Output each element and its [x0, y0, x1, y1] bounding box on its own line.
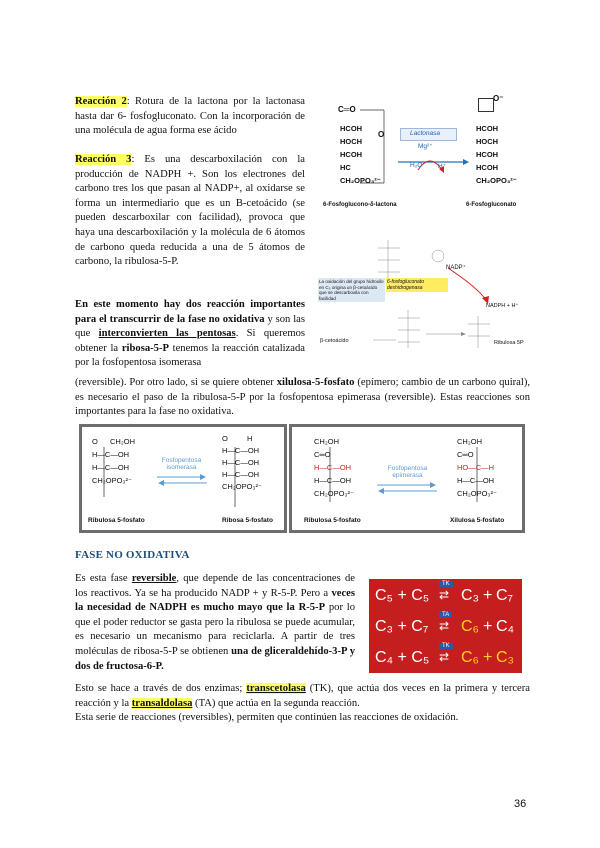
epimerasa-right-row: CH₂OPO₃²⁻: [457, 489, 497, 498]
tk-row-product-2: C₄: [496, 618, 515, 635]
lactona-row: CH₂OPO₃²⁻: [340, 176, 381, 185]
reaccion-2-label: Reacción 2: [75, 96, 127, 107]
lactona-row: HC: [340, 163, 351, 172]
isomerasa-right-row: CH₂OPO₃²⁻: [222, 482, 262, 491]
gluconato-row: HOCH: [476, 137, 499, 146]
isomerasa-right-row: H: [247, 434, 253, 443]
tk-ta-table: [369, 579, 522, 673]
figure-deshidrogenasa: [318, 228, 533, 360]
isomerasa-left-row: CH₂OH: [110, 437, 135, 446]
gluconato-row: HCOH: [476, 150, 499, 159]
proton-label: H⁺: [438, 163, 447, 170]
nonox-reversible: reversible: [131, 573, 177, 584]
isomerasa-right-row: O: [222, 434, 228, 443]
plus-sign: +: [483, 618, 493, 635]
tk-badge: TK: [439, 581, 453, 587]
tk-row-product-1: C₆: [461, 649, 480, 666]
epimerasa-left-row: CH₂OPO₃²⁻: [314, 489, 354, 498]
deshidrogenasa-enzyme: 6-fosfogluconato deshidrogenasa: [386, 278, 448, 292]
gluconato-row: HCOH: [476, 163, 499, 172]
ribulosa-5p-label: Ribulosa 5P: [494, 340, 524, 346]
nonox-text-1: Es esta fase: [75, 573, 132, 584]
gluconato-carboxylate: O⁻: [493, 94, 504, 103]
epimerasa-right-row: CH₂OH: [457, 437, 482, 446]
ring-oxygen: O: [378, 130, 385, 139]
nonox-transcetolasa: transcetolasa: [246, 683, 306, 694]
isomerasa-right-row: H—C—OH: [222, 470, 260, 479]
tk-row-lhs: C₃ + C₇: [375, 618, 429, 635]
epimerasa-right-row-chiral: HO—C—H: [457, 463, 495, 472]
epimerasa-left-row-chiral: H—C—OH: [314, 463, 352, 472]
tk-badge: TK: [439, 643, 453, 649]
epimerasa-label-right: Xilulosa 5-fosfato: [450, 517, 505, 524]
isomerasa-right-rows: [222, 433, 262, 493]
nonox-text-6: (TA) que actúa en la segunda reacción.: [192, 697, 360, 709]
epimerasa-right-row: H—C—OH: [457, 476, 495, 485]
lactona-carbonyl: C═O: [338, 105, 356, 114]
label-lactona: 6-Fosfoglucono-δ-lactona: [323, 202, 397, 208]
gluconato-rows: [476, 122, 517, 187]
gluconato-row: CH₂OPO₃²⁻: [476, 176, 517, 185]
isomerasa-enzyme: Fosfopentosa isomerasa: [161, 457, 202, 471]
isomerasa-left-row: O: [92, 437, 98, 446]
moment-text-1: y son las que: [75, 313, 306, 340]
epimerasa-left-rows: [314, 435, 354, 500]
reversible-arrow: ⇄: [439, 619, 450, 633]
plus-sign: +: [483, 649, 493, 666]
moment-xilulosa: xilulosa-5-fosfato: [276, 377, 355, 388]
nonox-transaldolasa: transaldolasa: [131, 697, 193, 709]
isomerasa-left-row: H—C—OH: [92, 450, 130, 459]
isomerasa-label-left: Ribulosa 5-fosfato: [88, 517, 145, 524]
panel-epimerasa: [289, 424, 525, 533]
nonox-text-4: Esto se hace a través de dos enzimas;: [75, 683, 247, 694]
figure-lactonasa: [318, 90, 533, 215]
epimerasa-left-row: C═O: [314, 450, 331, 459]
panel-isomerasa: [79, 424, 287, 533]
betaceto-note: La oxidación del grupo hidroxilo en C₃ origina un β-cetoácido que se descarboxila con facilidad: [319, 279, 384, 301]
paragraph-enzimas: [75, 682, 530, 711]
nonox-text-2: , que depende de las concentraciones de los reactivos. Ya se ha producido NADP + y R-5-P. Pero a: [75, 573, 355, 599]
epimerasa-enzyme: Fosfopentosa epimerasa: [387, 465, 428, 479]
lactonasa-enzyme: Lactonasa: [410, 130, 440, 137]
nonox-text-3: por lo que el poder reductor se gasta pero la ribulosa se puede acumular, es necesario un mecanismo para reciclarla. A partir de tres moléculas de ribosa-5-P se obtienen: [75, 602, 355, 657]
reaccion-3-text: : Es una descarboxilación con la producción de NADPH +. Son los electrones del carbono tres los que pasan al NADP+, al oxidarse se forma un intermediario que es un B-cetoácido (se pueden descarboxilar con facilidad), provoca que haya una descarboxilación y la molécula de 6 átomos de carbono queda reducida a una de 5 átomos de carbono, la ribulosa-5-P.: [75, 154, 305, 268]
moment-bold: En este momento hay dos reacción importantes para el transcurrir de la fase no oxidativa: [75, 299, 305, 325]
nadp-label: NADP⁺: [446, 265, 466, 271]
tk-row-2: [369, 614, 522, 640]
epimerasa-right-row: C═O: [457, 450, 474, 459]
gluconato-row: HCOH: [476, 124, 499, 133]
ta-badge: TA: [439, 612, 452, 618]
tk-row-product-1: C₃: [461, 587, 480, 604]
epimerasa-right-rows: [457, 435, 497, 500]
moment-text-4: (reversible). Por otro lado, si se quiere obtener: [75, 377, 277, 388]
isomerasa-left-row: CH₂OPO₃²⁻: [92, 476, 132, 485]
plus-sign: +: [483, 587, 493, 604]
paragraph-reaccion-2: [75, 95, 305, 139]
tk-row-product-2: C₇: [496, 587, 514, 604]
isomerasa-right-row: H—C—OH: [222, 458, 260, 467]
reaccion-3-label: Reacción 3: [75, 154, 132, 165]
reversible-arrow: ⇄: [439, 650, 450, 664]
reaccion-2-text: : Rotura de la lactona por la lactonasa hasta dar 6- fosfogluconato. Con la incorporación de una molécula de agua forma ese ácido: [75, 96, 305, 137]
lactona-row: HCOH: [340, 150, 363, 159]
tk-row-3: [369, 645, 522, 671]
epimerasa-label-left: Ribulosa 5-fosfato: [304, 517, 361, 524]
moment-text-5: (epímero; cambio de un carbono quiral), es necesario el paso de la ribulosa-5-P por la fosfopentosa epimerasa (reversible). Estas reacciones son importantes para la fase no oxidativa.: [75, 377, 531, 418]
label-gluconato: 6-Fosfogluconato: [466, 202, 517, 208]
lactona-rows: [340, 122, 381, 187]
isomerasa-left-rows: [92, 435, 135, 487]
moment-text-2: . Si queremos obtener la: [75, 328, 305, 354]
lactona-row: HCOH: [340, 124, 363, 133]
isomerasa-right-row: H—C—OH: [222, 446, 260, 455]
tk-row-product-1: C₆: [461, 618, 480, 635]
paragraph-reaccion-3: [75, 153, 305, 270]
isomerasa-left-row: H—C—OH: [92, 463, 130, 472]
mg-ion: Mg²⁺: [418, 143, 433, 150]
epimerasa-left-row: CH₂OH: [314, 437, 339, 446]
nonox-una: una de gliceraldehído-3-P y dos de fructosa-6-P.: [75, 645, 356, 672]
epimerasa-left-row: H—C—OH: [314, 476, 352, 485]
section-title: FASE NO OXIDATIVA: [75, 549, 190, 561]
water-label: H₂O: [410, 162, 423, 169]
nonox-veces: veces la necesidad de NADPH es mucho mayo que la R-5-P: [75, 587, 355, 614]
tk-row-1: [369, 583, 522, 609]
moment-text-3: tenemos la reacción catalizada por la fosfopentosa isomerasa: [75, 342, 305, 369]
paragraph-interconversion: [75, 298, 305, 371]
page-number: 36: [514, 798, 527, 810]
paragraph-serie: Esta serie de reacciones (reversibles), permiten que continúen las reacciones de oxidación.: [75, 712, 459, 723]
tk-row-lhs: C₄ + C₅: [375, 649, 430, 666]
nadph-label: NADPH + H⁺: [486, 303, 519, 309]
lactona-row: HOCH: [340, 137, 363, 146]
nonox-text-5: (TK), que actúa dos veces en la primera y tercera reacción y la: [75, 683, 530, 709]
paragraph-fase-no-oxidativa: [75, 572, 355, 674]
isomerasa-label-right: Ribosa 5-fosfato: [222, 517, 273, 524]
reversible-arrow: ⇄: [439, 588, 450, 602]
moment-ribosa: ribosa-5-P: [121, 342, 169, 354]
tk-row-product-2: C₃: [496, 649, 515, 666]
paragraph-epimerasa: [75, 376, 530, 420]
moment-interconvierten: interconvierten las pentosas: [98, 328, 236, 340]
tk-row-lhs: C₅ + C₅: [375, 587, 430, 604]
betacetoacido-label: β-cetoácido: [320, 338, 349, 344]
